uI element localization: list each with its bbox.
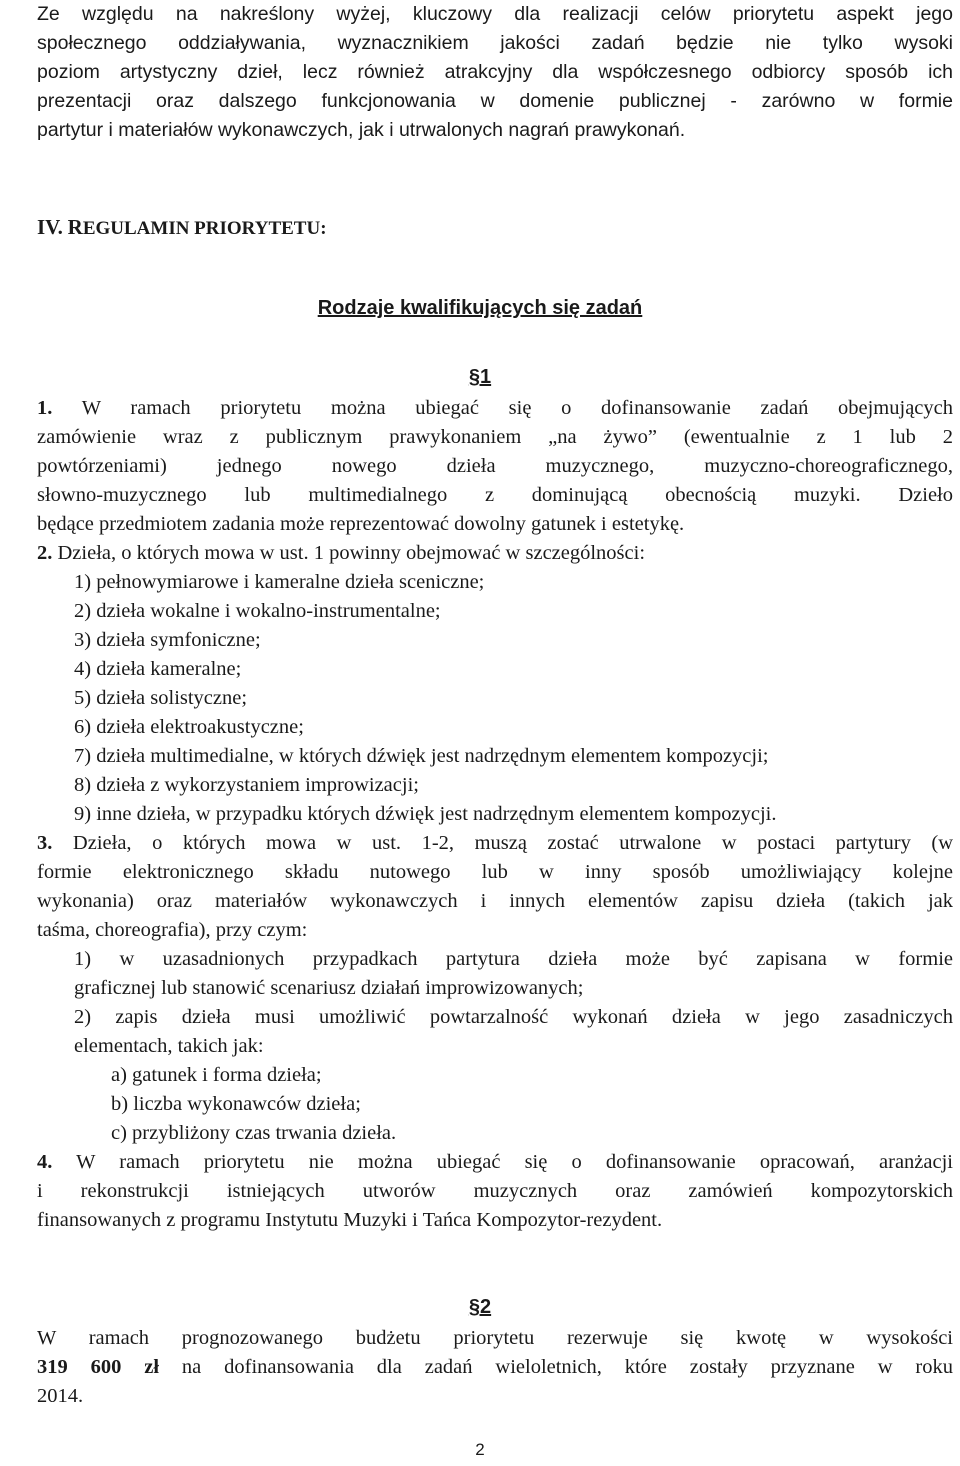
point-4-line: 4. W ramach priorytetu nie można ubiegać się o dofinansowanie opracowań, aranżacji [37, 1151, 953, 1173]
paragraph-2-line: W ramach prognozowanego budżetu priorytetu rezerwuje się kwotę w wysokości [37, 1327, 953, 1349]
intro-line: prezentacji oraz dalszego funkcjonowania w domenie publicznej - zarówno w formie [37, 90, 953, 112]
point-3-number: 3. [37, 832, 53, 854]
point-1-line: powtórzeniami) jednego nowego dzieła muzycznego, muzyczno-choreograficznego, [37, 455, 953, 477]
point-4-line: i rekonstrukcji istniejących utworów muzycznych oraz zamówień kompozytorskich [37, 1180, 953, 1202]
section-number: IV. [37, 215, 63, 239]
list-item: 1) pełnowymiarowe i kameralne dzieła sceniczne; [74, 571, 485, 593]
sub-item-line: elementach, takich jak: [74, 1035, 264, 1057]
point-4-number: 4. [37, 1151, 53, 1173]
intro-line: społecznego oddziaływania, wyznacznikiem jakości zadań będzie nie tylko wysoki [37, 32, 953, 54]
list-item: 9) inne dzieła, w przypadku których dźwięk jest nadrzędnym elementem kompozycji. [74, 803, 777, 825]
intro-line: partytur i materiałów wykonawczych, jak i utrwalonych nagrań prawykonań. [37, 119, 686, 141]
list-item: 8) dzieła z wykorzystaniem improwizacji; [74, 774, 419, 796]
section-title-initial: R [67, 215, 83, 239]
paragraph-label-1: §1 [468, 366, 492, 388]
point-1-line: będące przedmiotem zadania może reprezentować dowolny gatunek i estetykę. [37, 513, 685, 535]
paragraph-label-2: §2 [468, 1296, 492, 1318]
point-2-line: 2. Dzieła, o których mowa w ust. 1 powinny obejmować w szczególności: [37, 542, 646, 564]
paragraph-2-line: 2014. [37, 1385, 84, 1407]
point-4-line: finansowanych z programu Instytutu Muzyki i Tańca Kompozytor-rezydent. [37, 1209, 663, 1231]
intro-line: poziom artystyczny dzieł, lecz również atrakcyjny dla współczesnego odbiorcy sposób ich [37, 61, 953, 83]
paragraph-2-line: 319 600 zł na dofinansowania dla zadań wieloletnich, które zostały przyznane w roku [37, 1356, 954, 1378]
list-item: 5) dzieła solistyczne; [74, 687, 248, 709]
point-1-line: zamówienie wraz z publicznym prawykonaniem „na żywo” (ewentualnie z 1 lub 2 [37, 426, 953, 448]
sub-item-line: graficznej lub stanowić scenariusz działań improwizowanych; [74, 977, 584, 999]
page-number: 2 [475, 1440, 485, 1459]
point-2-number: 2. [37, 542, 53, 564]
list-item: 3) dzieła symfoniczne; [74, 629, 261, 651]
budget-amount: 319 600 zł [37, 1356, 160, 1378]
list-item: 6) dzieła elektroakustyczne; [74, 716, 304, 738]
list-item: 7) dzieła multimedialne, w których dźwięk jest nadrzędnym elementem kompozycji; [74, 745, 769, 767]
point-3-line: wykonania) oraz materiałów wykonawczych i innych elementów zapisu dzieła (takich jak [37, 890, 953, 912]
point-3-line: formie elektronicznego składu nutowego lub w inny sposób umożliwiający kolejne [37, 861, 953, 883]
point-3-line: taśma, choreografia), przy czym: [37, 919, 308, 941]
letter-item: c) przybliżony czas trwania dzieła. [111, 1122, 397, 1144]
point-1-line: 1. W ramach priorytetu można ubiegać się o dofinansowanie zadań obejmujących [37, 397, 953, 419]
section-heading [37, 215, 327, 240]
section-subtitle: Rodzaje kwalifikujących się zadań [317, 297, 643, 319]
sub-item-line: 1) w uzasadnionych przypadkach partytura dzieła może być zapisana w formie [74, 948, 953, 970]
list-item: 4) dzieła kameralne; [74, 658, 242, 680]
point-1-number: 1. [37, 397, 53, 419]
section-title: EGULAMIN PRIORYTETU: [82, 218, 327, 239]
sub-item-line: 2) zapis dzieła musi umożliwić powtarzalność wykonań dzieła w jego zasadniczych [74, 1006, 953, 1028]
list-item: 2) dzieła wokalne i wokalno-instrumentalne; [74, 600, 441, 622]
point-1-line: słowno-muzycznego lub multimedialnego z dominującą obecnością muzyki. Dzieło [37, 484, 953, 506]
letter-item: a) gatunek i forma dzieła; [111, 1064, 322, 1086]
intro-paragraph [37, 0, 953, 145]
intro-line: Ze względu na nakreślony wyżej, kluczowy dla realizacji celów priorytetu aspekt jego [37, 3, 953, 25]
letter-item: b) liczba wykonawców dzieła; [111, 1093, 361, 1115]
point-3-line: 3. Dzieła, o których mowa w ust. 1-2, muszą zostać utrwalone w postaci partytury (w [37, 832, 953, 854]
